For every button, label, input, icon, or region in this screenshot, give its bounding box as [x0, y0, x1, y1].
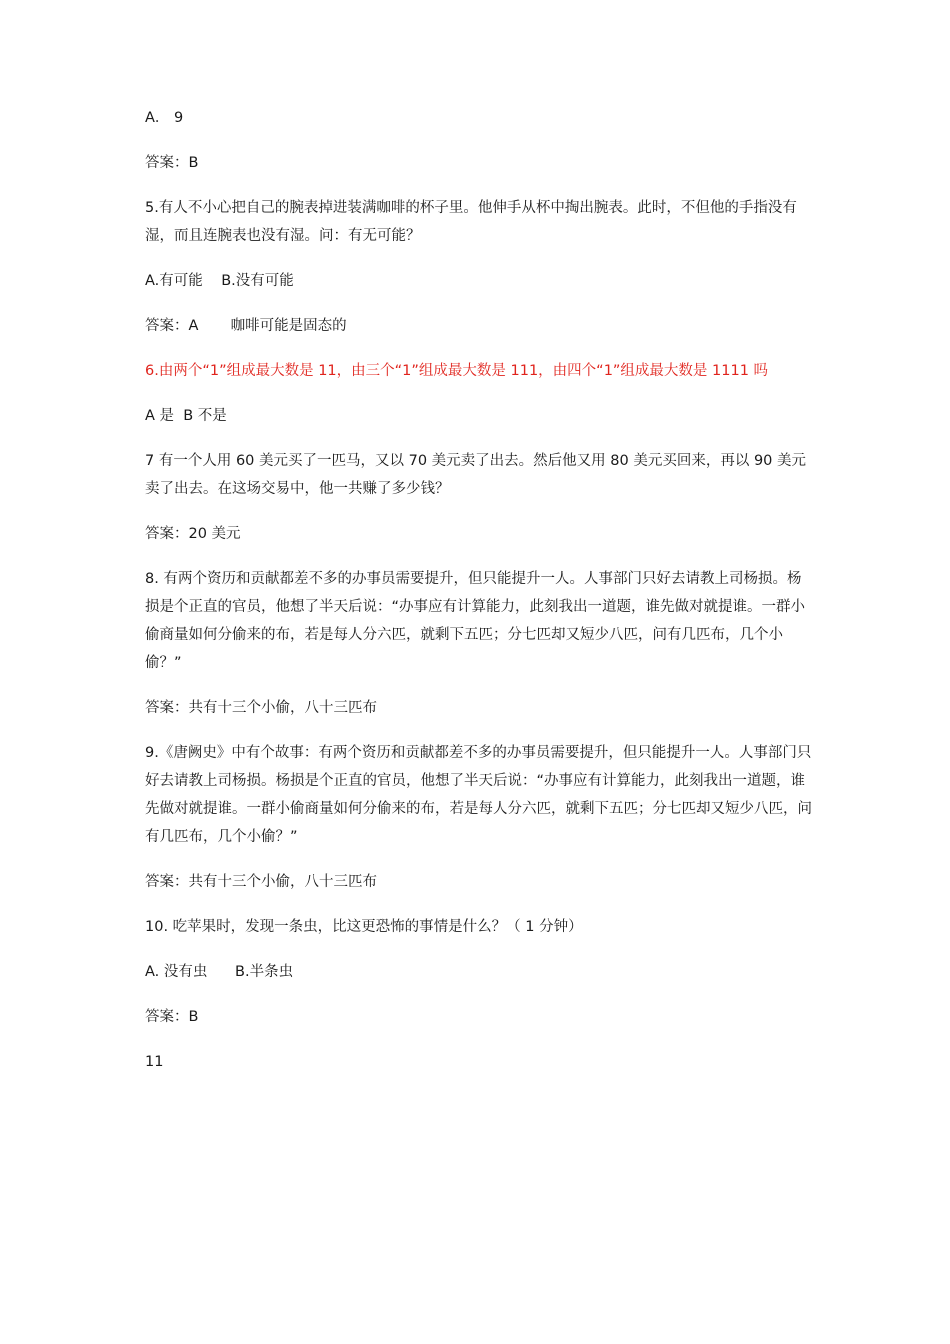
answer-4: 答案：B — [145, 155, 199, 171]
question-10: 10. 吃苹果时，发现一条虫，比这更恐怖的事情是什么？（ 1 分钟） — [145, 919, 583, 935]
question-11: 11 — [145, 1054, 164, 1070]
answer-10: 答案：B — [145, 1009, 199, 1025]
question-6: 6.由两个“1”组成最大数是 11，由三个“1”组成最大数是 111，由四个“1”组成最大数是 1111 吗 — [145, 363, 769, 379]
options-10: A. 没有虫 B.半条虫 — [145, 964, 294, 980]
document-page — [145, 104, 813, 1093]
options-5: A.有可能 B.没有可能 — [145, 273, 294, 289]
answer-5: 答案：A 咖啡可能是固态的 — [145, 318, 347, 334]
option-a-9: A． 9 — [145, 110, 184, 126]
question-5: 5.有人不小心把自己的腕表掉进装满咖啡的杯子里。他伸手从杯中掏出腕表。此时，不但他的手指没有湿，而且连腕表也没有湿。问：有无可能？ — [145, 200, 797, 244]
question-7: 7 有一个人用 60 美元买了一匹马，又以 70 美元卖了出去。然后他又用 80 美元买回来，再以 90 美元卖了出去。在这场交易中，他一共赚了多少钱？ — [145, 453, 807, 497]
answer-9: 答案：共有十三个小偷，八十三匹布 — [145, 874, 377, 890]
question-8: 8. 有两个资历和贡献都差不多的办事员需要提升，但只能提升一人。人事部门只好去请教上司杨损。杨损是个正直的官员，他想了半天后说：“办事应有计算能力，此刻我出一道题，谁先做对就提谁。一群小偷商量如何分偷来的布，若是每人分六匹，就剩下五匹；分七匹却又短少八匹，问有几匹布，几个小偷？” — [145, 571, 806, 671]
answer-8: 答案：共有十三个小偷，八十三匹布 — [145, 700, 377, 716]
question-9: 9.《唐阙史》中有个故事：有两个资历和贡献都差不多的办事员需要提升，但只能提升一人。人事部门只好去请教上司杨损。杨损是个正直的官员，他想了半天后说：“办事应有计算能力，此刻我出一道题，谁先做对就提谁。一群小偷商量如何分偷来的布，若是每人分六匹，就剩下五匹；分七匹却又短少八匹，问有几匹布，几个小偷？” — [145, 745, 812, 845]
options-6: A 是 B 不是 — [145, 408, 227, 424]
answer-7: 答案：20 美元 — [145, 526, 241, 542]
